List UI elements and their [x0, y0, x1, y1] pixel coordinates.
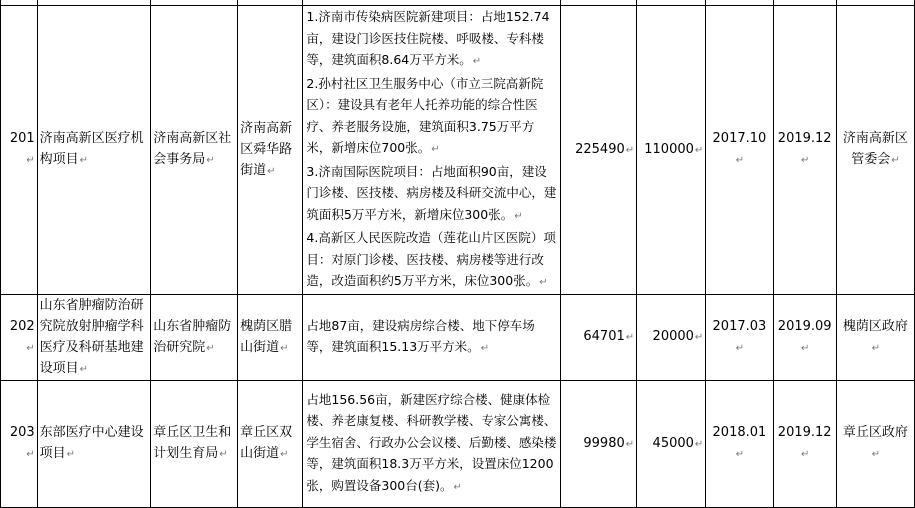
desc-item: 1.济南市传染病医院新建项目：占地152.74亩，建设门诊医技住院楼、呼吸楼、专科楼等，建筑面积8.64万平方米。↵ — [306, 9, 550, 67]
desc-item: 2.孙村社区卫生服务中心（市立三院高新院区）：建设具有老年人托养功能的综合性医疗、养老服务设施，建筑面积3.75万平方米，新增床位700张。↵ — [306, 75, 544, 155]
planned-investment: 20000↵ — [637, 294, 706, 380]
row-number: 203↵ — [1, 380, 38, 507]
location: 济南高新区舜华路街道↵ — [238, 6, 303, 295]
row-number: 201↵ — [1, 6, 38, 295]
total-investment: 225490↵ — [561, 6, 637, 295]
project-name: 东部医疗中心建设项目↵ — [37, 380, 151, 507]
start-date: 2018.01↵ — [706, 380, 773, 507]
end-date: 2019.12↵ — [773, 380, 836, 507]
owner-unit: 章丘区卫生和计划生育局↵ — [151, 380, 238, 507]
responsible-unit: 章丘区政府↵ — [836, 380, 914, 507]
responsible-unit: 济南高新区管委会↵ — [836, 6, 914, 295]
project-name: 济南高新区医疗机构项目↵ — [37, 6, 151, 295]
desc-item: 占地156.56亩，新建医疗综合楼、健康体检楼、养老康复楼、科研教学楼、专家公寓楼、学生宿舍、行政办公会议楼、后勤楼、感染楼等，建筑面积18.3万平方米，设置床位1200张，购置设备300台(套)。↵ — [306, 391, 557, 493]
table-row — [1, 6, 915, 295]
end-date: 2019.12↵ — [773, 6, 836, 295]
responsible-unit: 槐荫区政府↵ — [836, 294, 914, 380]
owner-unit: 山东省肿瘤防治研究院↵ — [151, 294, 238, 380]
planned-investment: 45000↵ — [637, 380, 706, 507]
start-date: 2017.03↵ — [706, 294, 773, 380]
row-number: 202↵ — [1, 294, 38, 380]
desc-item: 3.济南国际医院项目：占地面积90亩，建设门诊楼、医技楼、病房楼及科研交流中心，建筑面积5万平方米，新增床位300张。↵ — [306, 163, 557, 222]
planned-investment: 110000↵ — [637, 6, 706, 295]
construction-content — [303, 380, 561, 507]
location: 章丘区双山街道↵ — [238, 380, 303, 507]
total-investment: 99980↵ — [561, 380, 637, 507]
construction-content — [303, 294, 561, 380]
project-name: 山东省肿瘤防治研究院放射肿瘤学科医疗及科研基地建设项目↵ — [37, 294, 151, 380]
construction-content — [303, 6, 561, 295]
total-investment: 64701↵ — [561, 294, 637, 380]
owner-unit: 济南高新区社会事务局↵ — [151, 6, 238, 295]
desc-item: 占地87亩，建设病房综合楼、地下停车场等，建筑面积15.13万平方米。↵ — [306, 317, 535, 354]
table-row — [1, 380, 915, 507]
table-row — [1, 294, 915, 380]
desc-item: 4.高新区人民医院改造（莲花山片区医院）项目：对原门诊楼、医技楼、病房楼等进行改造，改造面积约5万平方米，床位300张。↵ — [306, 230, 556, 288]
location: 槐荫区腊山街道↵ — [238, 294, 303, 380]
start-date: 2017.10↵ — [706, 6, 773, 295]
end-date: 2019.09↵ — [773, 294, 836, 380]
